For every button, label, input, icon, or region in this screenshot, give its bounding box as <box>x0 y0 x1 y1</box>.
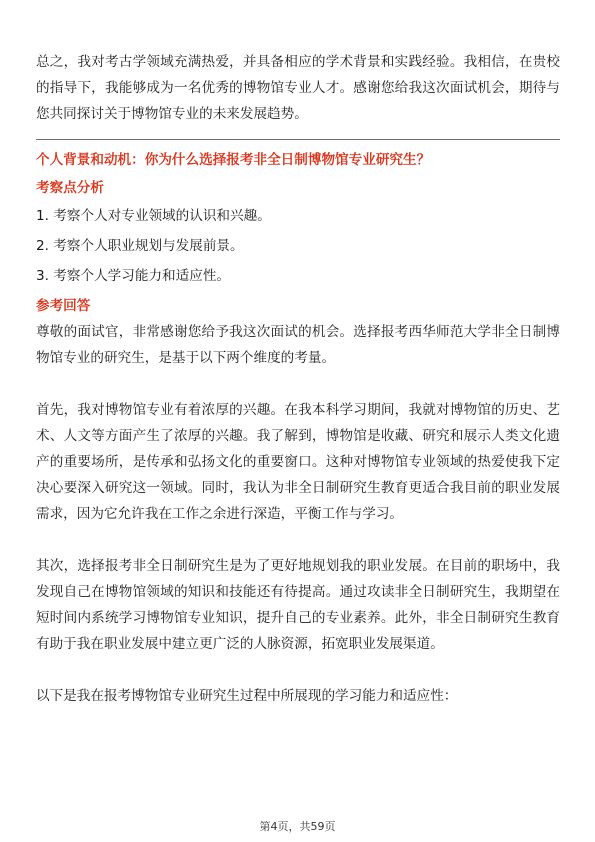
analysis-item: 1. 考察个人对专业领域的认识和兴趣。 <box>36 208 271 224</box>
answer-paragraph: 其次，选择报考非全日制研究生是为了更好地规划我的职业发展。在目前的职场中，我发现自己在博物馆领域的知识和技能还有待提高。通过攻读非全日制研究生，我期望在短时间内系统学习博物馆专业知识，提升自己的专业素养。此外，非全日制研究生教育有助于我在职业发展中建立更广泛的人脉资源，拓宽职业发展渠道。 <box>36 558 560 652</box>
page-content <box>36 49 560 709</box>
question-title: 个人背景和动机：你为什么选择报考非全日制博物馆专业研究生？ <box>36 152 431 168</box>
analysis-item: 2. 考察个人职业规划与发展前景。 <box>36 238 244 254</box>
paragraph-gap <box>36 371 560 397</box>
section-divider <box>36 139 560 140</box>
page-number: 第4页，共59页 <box>259 820 336 833</box>
analysis-heading: 考察点分析 <box>36 180 104 196</box>
answer-paragraph: 首先，我对博物馆专业有着浓厚的兴趣。在我本科学习期间，我就对博物馆的历史、艺术、人文等方面产生了浓厚的兴趣。我了解到，博物馆是收藏、研究和展示人类文化遗产的重要场所，是传承和弘扬文化的重要窗口。这种对博物馆专业领域的热爱使我下定决心要深入研究这一领域。同时，我认为非全日制研究生教育更适合我目前的职业发展需求，因为它允许我在工作之余进行深造，平衡工作与学习。 <box>36 402 560 522</box>
analysis-item: 3. 考察个人学习能力和适应性。 <box>36 268 231 284</box>
answer-heading: 参考回答 <box>36 298 91 314</box>
paragraph-gap <box>36 657 560 683</box>
paragraph-gap <box>36 527 560 553</box>
analysis-list <box>36 203 560 293</box>
intro-paragraph: 总之，我对考古学领域充满热爱，并具备相应的学术背景和实践经验。我相信，在贵校的指导下，我能够成为一名优秀的博物馆专业人才。感谢您给我这次面试机会，期待与您共同探讨关于博物馆专业的未来发展趋势。 <box>36 54 560 122</box>
answer-paragraph: 以下是我在报考博物馆专业研究生过程中所展现的学习能力和适应性： <box>36 688 458 704</box>
answer-paragraph: 尊敬的面试官，非常感谢您给予我这次面试的机会。选择报考西华师范大学非全日制博物馆专业的研究生，是基于以下两个维度的考量。 <box>36 324 560 366</box>
